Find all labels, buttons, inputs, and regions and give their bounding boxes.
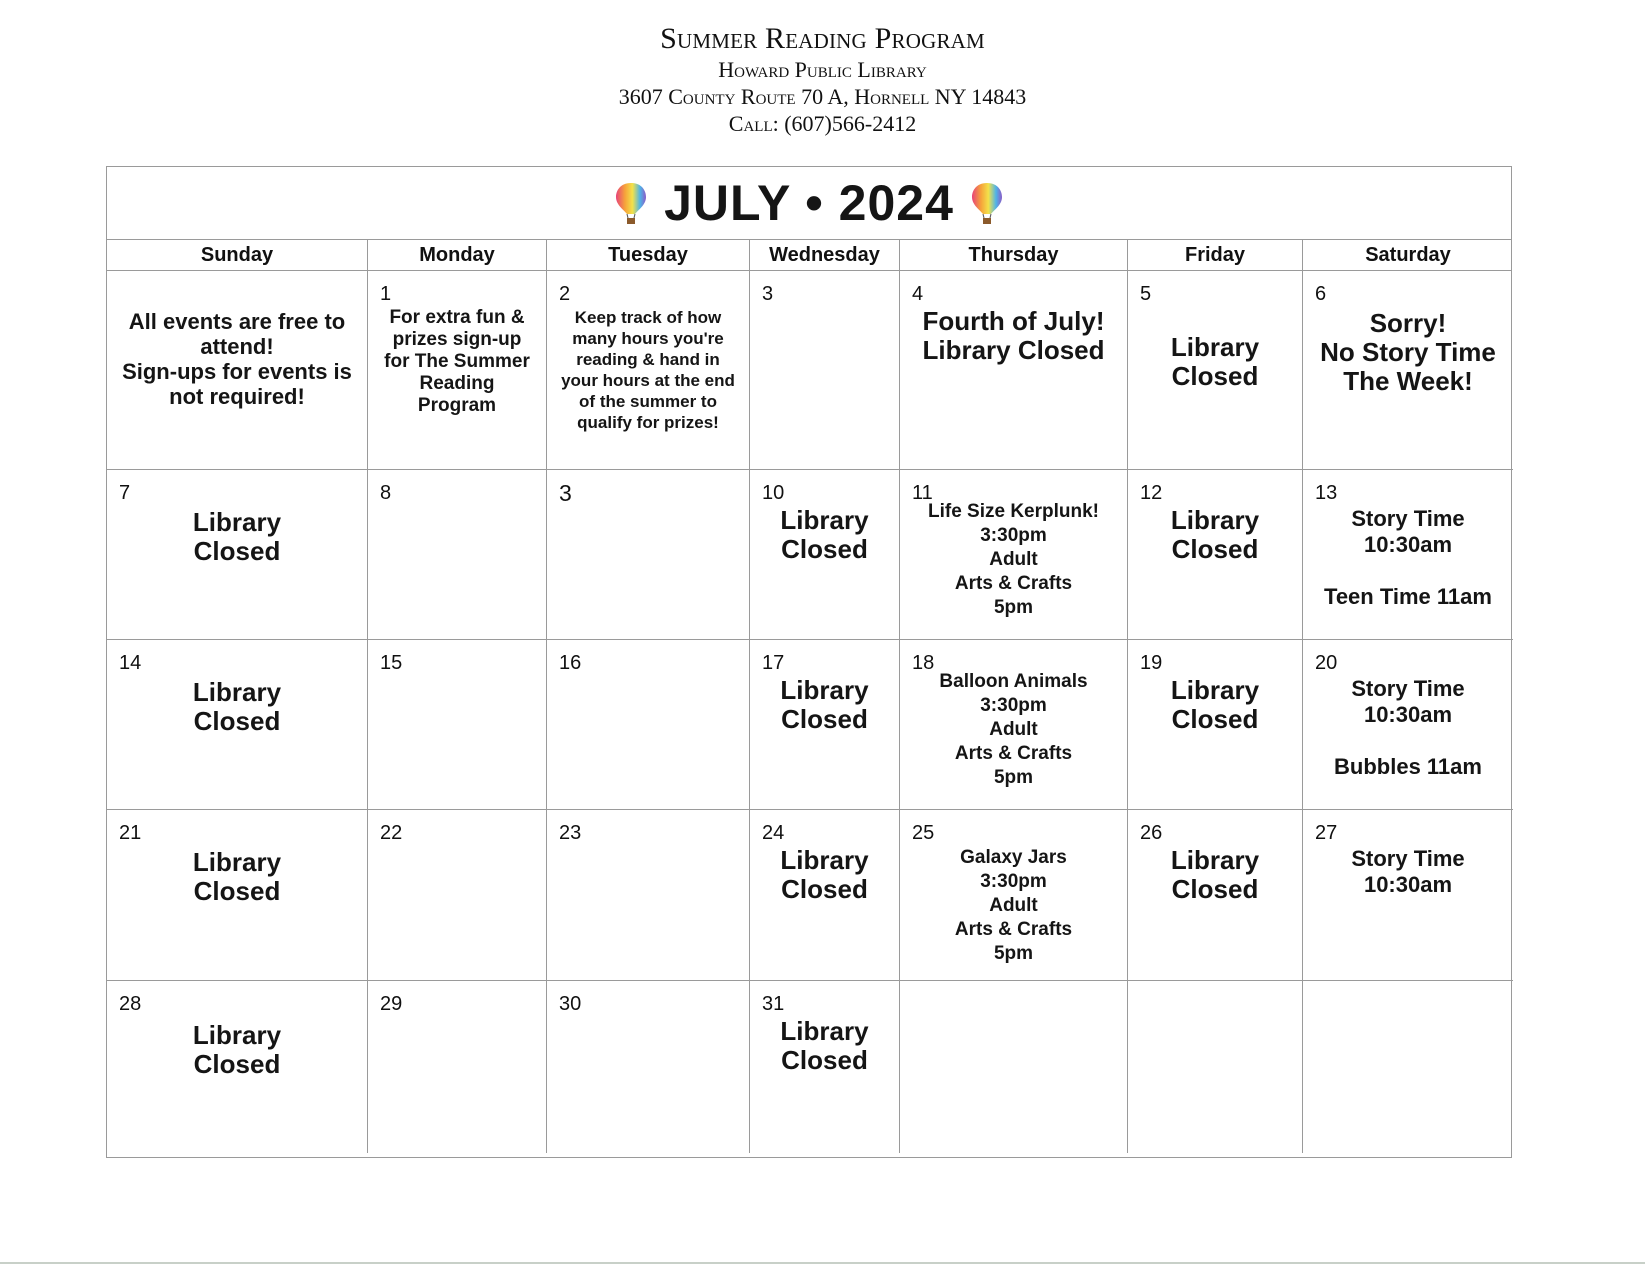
calendar-day-cell	[1128, 810, 1303, 981]
calendar-day-cell	[750, 470, 900, 640]
calendar-day-cell	[900, 470, 1128, 640]
calendar-day-cell	[1303, 981, 1513, 1153]
day-number: 29	[380, 993, 403, 1015]
calendar-day-cell	[547, 271, 750, 470]
day-event-text: Story Time 10:30am Teen Time 11am	[1324, 506, 1492, 609]
day-event-text: Life Size Kerplunk! 3:30pm Adult Arts & Crafts 5pm	[927, 501, 1100, 618]
day-number: 3	[559, 480, 572, 506]
day-event-text: For extra fun & prizes sign-up for The Summer Reading Program	[384, 307, 530, 416]
calendar-day-cell	[900, 271, 1128, 470]
month-header	[107, 167, 1511, 240]
calendar-day-cell	[107, 981, 368, 1153]
day-number: 3	[762, 283, 774, 305]
day-event-text: Library Closed	[1170, 845, 1260, 904]
calendar-day-cell	[107, 470, 368, 640]
calendar-grid	[107, 271, 1511, 1153]
program-title: Summer Reading Program	[660, 22, 985, 55]
day-number: 23	[559, 822, 582, 844]
day-number: 22	[380, 822, 403, 844]
day-number: 15	[380, 652, 403, 674]
day-number: 13	[1315, 482, 1338, 504]
calendar-day-cell	[368, 810, 547, 981]
calendar-day-cell	[107, 640, 368, 810]
weekday-friday: Friday	[1128, 240, 1303, 270]
calendar-day-cell	[1303, 271, 1513, 470]
calendar-day-cell	[750, 271, 900, 470]
calendar-day-cell	[750, 640, 900, 810]
day-number: 6	[1315, 283, 1327, 305]
calendar-day-cell	[900, 981, 1128, 1153]
day-event-text: Library Closed	[780, 505, 869, 564]
calendar-day-cell	[1128, 640, 1303, 810]
weekday-header-row	[107, 240, 1511, 271]
library-name: Howard Public Library	[718, 57, 927, 82]
calendar-day-cell	[1303, 470, 1513, 640]
day-event-text: Library Closed	[192, 1020, 282, 1079]
calendar-day-cell	[900, 640, 1128, 810]
calendar-day-cell	[547, 470, 750, 640]
day-number: 25	[912, 822, 935, 844]
calendar-day-cell	[900, 810, 1128, 981]
day-event-text: Library Closed	[1170, 505, 1260, 564]
hot-air-balloon-icon	[970, 181, 1004, 225]
day-event-text: Keep track of how many hours you're reading & hand in your hours at the end of the summer to qualify for prizes!	[561, 308, 735, 432]
month-title: JULY • 2024	[664, 175, 954, 231]
calendar-day-cell	[547, 640, 750, 810]
day-event-text: Library Closed	[780, 845, 869, 904]
calendar-day-cell	[1303, 810, 1513, 981]
day-event-text: Library Closed	[780, 675, 869, 734]
calendar-day-cell	[750, 810, 900, 981]
day-event-text: Story Time 10:30am	[1351, 846, 1465, 897]
day-number: 11	[912, 482, 933, 504]
weekday-monday: Monday	[368, 240, 547, 270]
day-number: 16	[559, 652, 582, 674]
weekday-sunday: Sunday	[107, 240, 368, 270]
calendar-day-cell	[547, 810, 750, 981]
day-event-text: Story Time 10:30am Bubbles 11am	[1334, 676, 1482, 779]
day-event-text: Galaxy Jars 3:30pm Adult Arts & Crafts 5pm	[954, 847, 1073, 964]
day-number: 18	[912, 652, 935, 674]
hot-air-balloon-icon	[614, 181, 648, 225]
library-address: 3607 County Route 70 A, Hornell NY 14843	[618, 84, 1027, 109]
calendar-day-cell	[107, 271, 368, 470]
day-number: 10	[762, 482, 785, 504]
calendar-day-cell	[750, 981, 900, 1153]
calendar-day-cell	[547, 981, 750, 1153]
day-event-text: Fourth of July! Library Closed	[922, 306, 1105, 365]
calendar-day-cell	[1303, 640, 1513, 810]
day-number: 1	[380, 283, 392, 305]
calendar-day-cell	[1128, 981, 1303, 1153]
calendar	[106, 166, 1512, 1158]
weekday-tuesday: Tuesday	[547, 240, 750, 270]
day-number: 4	[912, 283, 924, 305]
day-event-text: Balloon Animals 3:30pm Adult Arts & Crafts 5pm	[939, 671, 1088, 788]
day-event-text: Sorry! No Story Time The Week!	[1320, 308, 1496, 396]
day-number: 26	[1140, 822, 1163, 844]
weekday-thursday: Thursday	[900, 240, 1128, 270]
day-number: 24	[762, 822, 785, 844]
weekday-saturday: Saturday	[1365, 244, 1451, 266]
day-number: 12	[1140, 482, 1163, 504]
weekday-wednesday: Wednesday	[750, 240, 900, 270]
calendar-day-cell	[368, 640, 547, 810]
page-header	[0, 22, 1645, 137]
day-number: 20	[1315, 652, 1338, 674]
calendar-day-cell	[368, 271, 547, 470]
day-number: 8	[380, 482, 392, 504]
day-number: 31	[762, 993, 785, 1015]
day-number: 17	[762, 652, 785, 674]
day-event-text: Library Closed	[780, 1016, 869, 1075]
day-event-text: All events are free to attend! Sign-ups for events is not required!	[122, 309, 352, 409]
day-number: 27	[1315, 822, 1338, 844]
scan-edge-divider	[0, 1262, 1645, 1264]
calendar-day-cell	[107, 810, 368, 981]
day-number: 2	[559, 283, 571, 305]
day-number: 14	[119, 652, 142, 674]
calendar-day-cell	[1128, 470, 1303, 640]
day-number: 19	[1140, 652, 1163, 674]
day-number: 5	[1140, 283, 1152, 305]
day-event-text: Library Closed	[192, 677, 282, 736]
calendar-day-cell	[368, 470, 547, 640]
calendar-day-cell	[1128, 271, 1303, 470]
library-phone: Call: (607)566-2412	[728, 111, 917, 136]
day-number: 30	[559, 993, 582, 1015]
day-event-text: Library Closed	[1170, 332, 1260, 391]
day-event-text: Library Closed	[1170, 675, 1260, 734]
day-event-text: Library Closed	[192, 507, 282, 566]
day-number: 28	[119, 993, 142, 1015]
day-number: 7	[119, 482, 131, 504]
day-event-text: Library Closed	[192, 847, 282, 906]
calendar-day-cell	[368, 981, 547, 1153]
day-number: 21	[119, 822, 142, 844]
